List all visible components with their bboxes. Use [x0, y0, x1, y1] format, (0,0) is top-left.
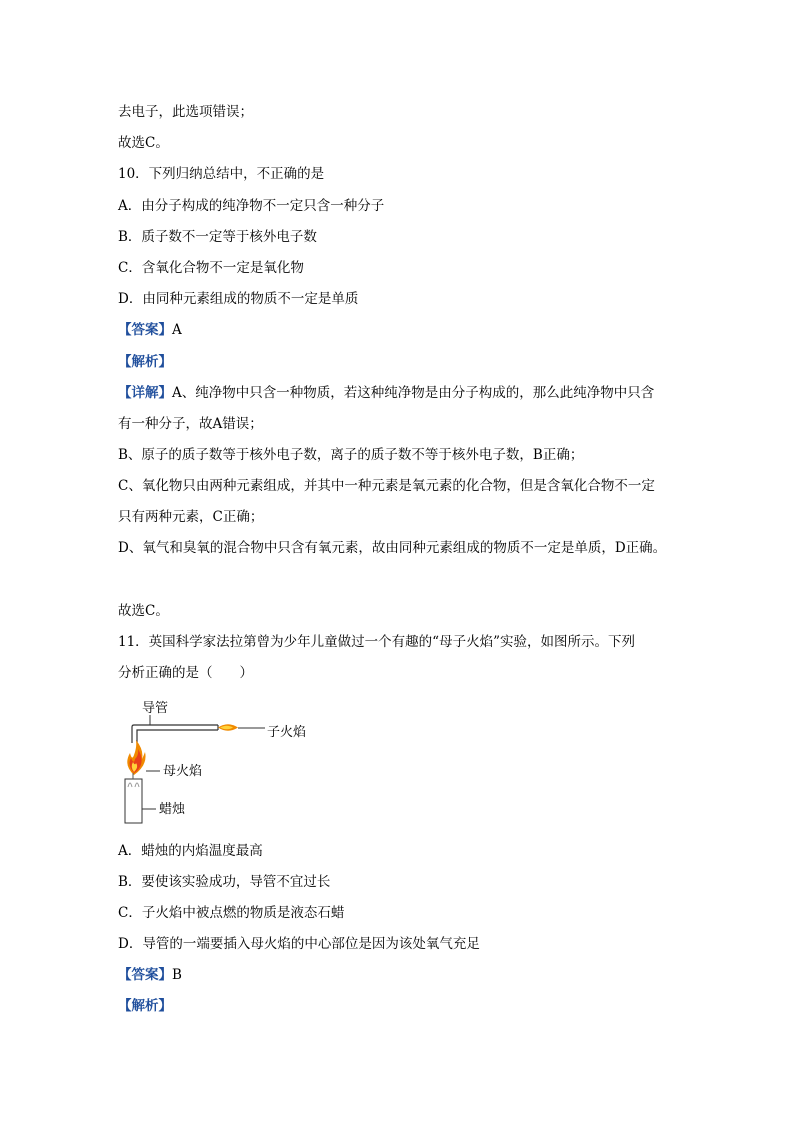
detail-text: A、纯净物中只含一种物质，若这种纯净物是由分子构成的，那么此纯净物中只含 [172, 385, 655, 401]
answer-tag: 【答案】 [118, 967, 172, 983]
question-11-stem-line-1: 11．英国科学家法拉第曾为少年儿童做过一个有趣的“母子火焰”实验，如图所示。下列 [118, 634, 635, 650]
question-10-option-c: C．含氧化合物不一定是氧化物 [118, 260, 304, 276]
mother-child-flame-figure [110, 695, 330, 830]
analysis-tag: 【解析】 [118, 998, 172, 1014]
question-10-option-a: A．由分子构成的纯净物不一定只含一种分子 [118, 198, 385, 214]
child-flame-label: 子火焰 [267, 725, 307, 740]
answer-value: B [172, 967, 182, 983]
text-line: 去电子，此选项错误； [118, 104, 253, 120]
answer-10 [118, 320, 182, 340]
mother-flame-label: 母火焰 [163, 764, 203, 779]
detail-a-line-2: 有一种分子，故A错误； [118, 416, 263, 432]
tube-outer [132, 725, 218, 743]
candle-icon [125, 779, 142, 823]
question-10-option-b: B．质子数不一定等于核外电子数 [118, 229, 317, 245]
question-11-stem-line-2: 分析正确的是（ ） [118, 665, 253, 681]
candle-label: 蜡烛 [159, 802, 186, 817]
answer-value: A [172, 322, 182, 338]
detail-c-line-1: C、氧化物只由两种元素组成，并其中一种元素是氧元素的化合物，但是含氧化合物不一定 [118, 478, 655, 494]
detail-c-line-2: 只有两种元素，C正确； [118, 509, 264, 525]
detail-d: D、氧气和臭氧的混合物中只含有氧元素，故由同种元素组成的物质不一定是单质，D正确。 [118, 540, 667, 556]
text-line: 故选C。 [118, 603, 169, 619]
question-10-stem: 10．下列归纳总结中，不正确的是 [118, 166, 325, 182]
question-11-option-c: C．子火焰中被点燃的物质是液态石蜡 [118, 905, 345, 921]
detail-b: B、原子的质子数等于核外电子数，离子的质子数不等于核外电子数，B正确； [118, 447, 584, 463]
answer-tag: 【答案】 [118, 322, 172, 338]
detail-tag: 【详解】 [118, 385, 172, 401]
question-11-option-b: B．要使该实验成功，导管不宜过长 [118, 874, 331, 890]
text-line: 故选C。 [118, 135, 169, 151]
question-11-option-d: D．导管的一端要插入母火焰的中心部位是因为该处氧气充足 [118, 936, 480, 952]
detail-a-line-1 [118, 383, 654, 403]
analysis-tag: 【解析】 [118, 354, 172, 370]
answer-11 [118, 965, 182, 985]
question-11-option-a: A．蜡烛的内焰温度最高 [118, 843, 263, 859]
tube-inner [137, 730, 218, 743]
tube-label: 导管 [142, 701, 169, 716]
question-10-option-d: D．由同种元素组成的物质不一定是单质 [118, 291, 359, 307]
